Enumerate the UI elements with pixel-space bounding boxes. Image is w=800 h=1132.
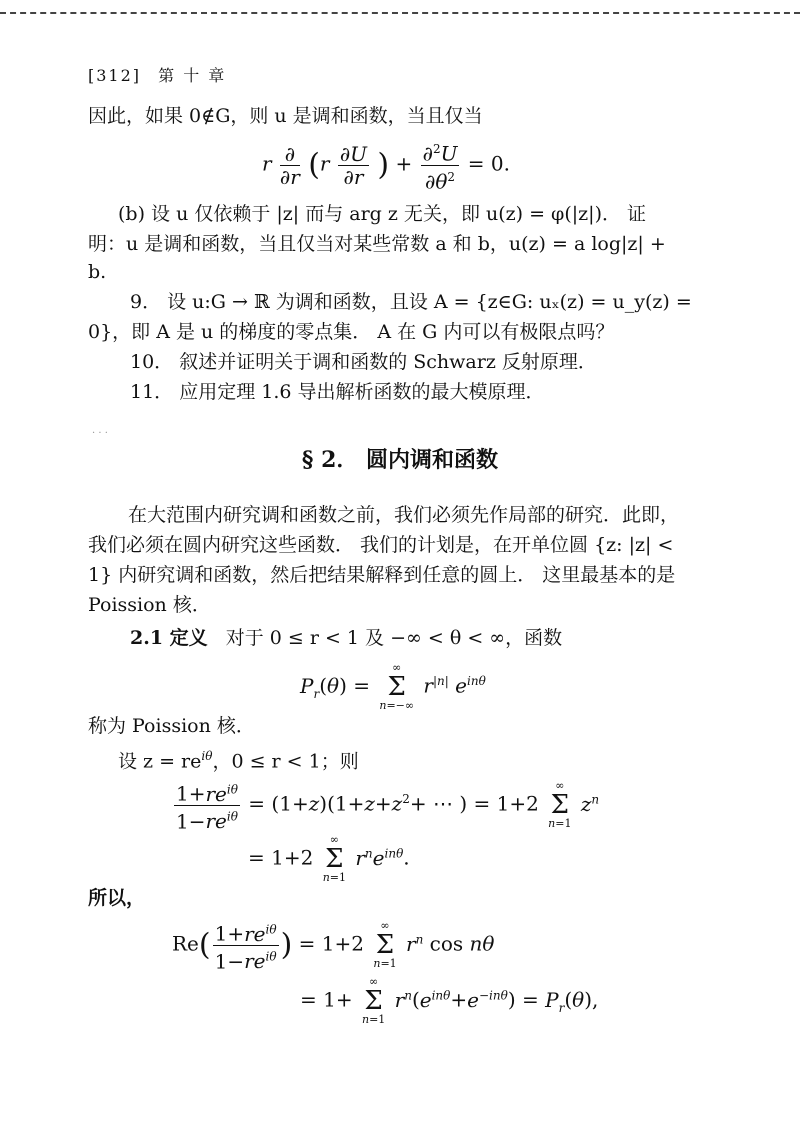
text-line: 设 $z = re^{i\theta}$，0 ≤ r < 1；则 bbox=[118, 749, 359, 773]
text-line: 10． 叙述并证明关于调和函数的 Schwarz 反射原理． bbox=[130, 351, 597, 373]
equation-rhs: = 0. bbox=[467, 151, 510, 176]
definition-text: 对于 0 ≤ r < 1 及 −∞ < θ < ∞，函数 bbox=[225, 627, 563, 649]
text-line: 11． 应用定理 1.6 导出解析函数的最大模原理． bbox=[130, 381, 545, 403]
equation-real-part: Re( $\frac{1+re^{i\theta}}{1-re^{i\theta}}$ ) = 1+2 ∞ Σ n=1 $r^n$ cos nθ bbox=[172, 919, 495, 974]
equation-poisson-kernel: $P_r(\theta)$ = ∞ Σ n=−∞ $r^{|n|}$ $e^{in\theta}$ bbox=[300, 661, 486, 712]
text-line: 所以， bbox=[88, 887, 146, 909]
text-line: 0}，即 A 是 u 的梯度的零点集． A 在 G 内可以有极限点吗？ bbox=[88, 321, 615, 343]
text-line: 因此，如果 0∉G，则 u 是调和函数，当且仅当 bbox=[88, 105, 483, 127]
text-line: 称为 Poission 核． bbox=[88, 715, 255, 737]
equation-real-part-line2: = 1+ ∞ Σ n=1 $r^n(e^{in\theta}+e^{-in\theta}) = P_r(\theta)$, bbox=[300, 975, 599, 1026]
definition-line bbox=[130, 626, 562, 650]
scan-speckle: · · · bbox=[92, 428, 108, 439]
text-line: (b) 设 u 仅依赖于 |z| 而与 arg z 无关，即 u(z) = φ(|z|)． 证 bbox=[118, 203, 647, 225]
chapter-label: 第 十 章 bbox=[158, 66, 227, 85]
let-z-text: 设 z = re bbox=[118, 750, 202, 773]
text-line: b. bbox=[88, 261, 107, 283]
equation-laplace-polar: r $\frac{\partial}{\partial r}$ (r $\frac{\partial U}{\partial r}$ ) + $\frac{\partial^2U}{\partial\theta^2}$ = 0. bbox=[262, 138, 510, 192]
text-line: 明：u 是调和函数，当且仅当对某些常数 a 和 b，u(z) = a log|z| + bbox=[88, 233, 666, 255]
section-title: § 2． 圆内调和函数 bbox=[301, 447, 499, 473]
definition-label: 2.1 定义 bbox=[130, 627, 208, 649]
text-line: 9． 设 u:G → ℝ 为调和函数，且设 A = {z∈G: uₓ(z) = u_y(z) = bbox=[130, 291, 692, 313]
running-header bbox=[88, 64, 226, 88]
paragraph: 在大范围内研究调和函数之前，我们必须先作局部的研究．此即，我们必须在圆内研究这些函数． 我们的计划是，在开单位圆 {z: |z| < 1} 内研究调和函数，然后把结果解释到任意的圆上． 这里最基本的是 Poission 核． bbox=[88, 504, 680, 616]
equation-series-expansion: $\frac{1+re^{i\theta}}{1-re^{i\theta}}$ = $(1+z)(1+z+z^2+$ ⋯ ) = 1+2 ∞ Σ n=1 $z^n$ bbox=[176, 779, 600, 834]
equation-series-line2: = 1+2 ∞ Σ n=1 $r^ne^{in\theta}$. bbox=[248, 833, 410, 884]
let-z-tail: ，0 ≤ r < 1；则 bbox=[212, 750, 359, 773]
page-number: [312] bbox=[88, 66, 142, 85]
